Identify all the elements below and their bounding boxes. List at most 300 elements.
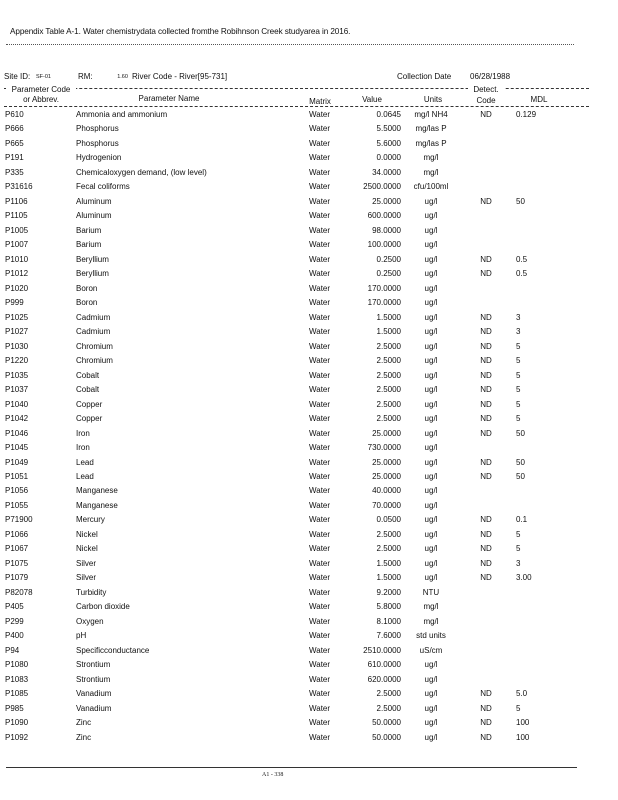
table-row	[0, 660, 618, 675]
units-cell: ug/l	[424, 298, 438, 308]
table-row	[0, 139, 618, 154]
table-row	[0, 414, 618, 429]
units-cell: ug/l	[424, 732, 438, 742]
detect-code-cell: ND	[480, 327, 492, 337]
param-name-cell: Aluminum	[76, 211, 112, 221]
param-name-cell: Beryllium	[76, 269, 109, 279]
value-cell: 2510.0000	[363, 645, 401, 655]
matrix-cell: Water	[309, 443, 331, 453]
table-row	[0, 153, 618, 168]
param-name-cell: Lead	[76, 472, 94, 481]
value-cell: 7.6000	[376, 631, 401, 641]
table-row	[0, 718, 618, 733]
mdl-cell: 5	[516, 356, 521, 366]
table-row	[0, 400, 618, 415]
param-name-cell: Cobalt	[76, 385, 100, 395]
table-row	[0, 124, 618, 139]
param-code-cell: P1012	[5, 269, 29, 279]
table-row	[0, 602, 618, 617]
mdl-cell: 50	[516, 196, 525, 206]
param-code-cell: P31616	[5, 182, 33, 192]
rm-label: RM:	[78, 72, 93, 81]
param-code-cell: P610	[5, 110, 24, 119]
mdl-cell: 100	[516, 718, 530, 728]
matrix-cell: Water	[309, 558, 331, 568]
param-code-cell: P1049	[5, 457, 29, 467]
param-name-cell: Vanadium	[76, 689, 112, 699]
value-cell: 610.0000	[367, 660, 401, 670]
header-detect-code: Code	[476, 96, 496, 105]
param-name-cell: Cadmium	[76, 327, 111, 337]
table-row	[0, 544, 618, 559]
header-mdl: MDL	[530, 95, 548, 104]
param-code-cell: P1106	[5, 196, 28, 206]
units-cell: ug/l	[424, 544, 438, 554]
units-cell: ug/l	[424, 443, 438, 453]
units-cell: ug/l	[424, 718, 438, 728]
value-cell: 25.0000	[372, 428, 401, 438]
units-cell: ug/l	[424, 428, 438, 438]
header-units: Units	[423, 95, 443, 104]
param-code-cell: P1005	[5, 225, 29, 235]
param-code-cell: P405	[5, 602, 24, 612]
value-cell: 25.0000	[372, 457, 401, 467]
detect-code-cell: ND	[480, 544, 492, 554]
table-row	[0, 356, 618, 371]
value-cell: 5.8000	[376, 602, 401, 612]
param-name-cell: Phosphorus	[76, 124, 119, 134]
param-code-cell: P1079	[5, 573, 29, 583]
param-code-cell: P1035	[5, 370, 29, 380]
value-cell: 1.5000	[376, 573, 401, 583]
table-row	[0, 110, 618, 125]
matrix-cell: Water	[309, 428, 331, 438]
value-cell: 2500.0000	[363, 182, 401, 192]
detect-code-cell: ND	[480, 269, 492, 279]
detect-code-cell: ND	[480, 472, 492, 481]
param-code-cell: P1090	[5, 718, 29, 728]
param-name-cell: Nickel	[76, 544, 98, 554]
mdl-cell: 3	[516, 327, 521, 337]
matrix-cell: Water	[309, 616, 331, 626]
detect-code-cell: ND	[480, 529, 492, 539]
mdl-cell: 50	[516, 428, 525, 438]
param-code-cell: P665	[5, 138, 24, 148]
param-code-cell: P1030	[5, 341, 29, 351]
value-cell: 2.5000	[376, 529, 401, 539]
param-code-cell: P1040	[5, 399, 29, 409]
param-name-cell: Strontium	[76, 674, 111, 684]
table-row	[0, 313, 618, 328]
value-cell: 70.0000	[372, 500, 401, 510]
site-info-row	[0, 72, 618, 84]
table-row	[0, 515, 618, 530]
matrix-cell: Water	[309, 718, 331, 728]
matrix-cell: Water	[309, 544, 331, 554]
site-id-value: SF-01	[36, 74, 51, 80]
param-code-cell: P1007	[5, 240, 29, 250]
page-footer: A1 - 338	[262, 772, 284, 778]
footer-rule	[6, 767, 577, 768]
param-code-cell: P71900	[5, 515, 33, 525]
matrix-cell: Water	[309, 356, 331, 366]
matrix-cell: Water	[309, 254, 331, 264]
mdl-cell: 3.00	[516, 573, 532, 583]
table-row	[0, 588, 618, 603]
param-code-cell: P1220	[5, 356, 29, 366]
table-row	[0, 298, 618, 313]
river-code: River Code - River[95-731]	[132, 72, 228, 81]
matrix-cell: Water	[309, 602, 331, 612]
param-name-cell: Phosphorus	[76, 138, 119, 148]
param-code-cell: P94	[5, 645, 20, 655]
units-cell: ug/l	[424, 529, 438, 539]
detect-code-cell: ND	[480, 515, 492, 525]
param-code-cell: P299	[5, 616, 24, 626]
header-value: Value	[362, 95, 382, 104]
mdl-cell: 50	[516, 457, 525, 467]
table-row	[0, 269, 618, 284]
table-row	[0, 573, 618, 588]
param-name-cell: Copper	[76, 414, 103, 424]
detect-code-cell: ND	[480, 428, 492, 438]
value-cell: 1.5000	[376, 327, 401, 337]
detect-code-cell: ND	[480, 718, 492, 728]
matrix-cell: Water	[309, 196, 331, 206]
value-cell: 2.5000	[376, 356, 401, 366]
matrix-cell: Water	[309, 414, 331, 424]
param-name-cell: Copper	[76, 399, 103, 409]
value-cell: 600.0000	[367, 211, 401, 221]
units-cell: ug/l	[424, 472, 438, 481]
param-code-cell: P1027	[5, 327, 29, 337]
site-id-label: Site ID:	[4, 72, 31, 81]
table-row	[0, 182, 618, 197]
units-cell: ug/l	[424, 660, 438, 670]
param-name-cell: Chromium	[76, 341, 113, 351]
param-code-cell: P1080	[5, 660, 29, 670]
table-title: Appendix Table A-1. Water chemistrydata collected fromthe Robihnson Creek studyarea in 2016.	[10, 27, 351, 36]
detect-code-cell: ND	[480, 110, 492, 119]
units-cell: ug/l	[424, 341, 438, 351]
units-cell: ug/l	[424, 283, 438, 293]
matrix-cell: Water	[309, 312, 331, 322]
header-param-code: Parameter Code	[6, 86, 76, 94]
matrix-cell: Water	[309, 182, 331, 192]
units-cell: ug/l	[424, 327, 438, 337]
value-cell: 170.0000	[367, 283, 401, 293]
param-code-cell: P1051	[5, 472, 29, 481]
table-row	[0, 501, 618, 516]
matrix-cell: Water	[309, 167, 331, 177]
param-name-cell: Strontium	[76, 660, 111, 670]
param-name-cell: Iron	[76, 428, 90, 438]
param-name-cell: Chemicaloxygen demand, (low level)	[76, 167, 207, 177]
table-row	[0, 284, 618, 299]
units-cell: ug/l	[424, 573, 438, 583]
matrix-cell: Water	[309, 124, 331, 134]
param-code-cell: P1042	[5, 414, 29, 424]
param-code-cell: P1075	[5, 558, 29, 568]
mdl-cell: 50	[516, 472, 525, 481]
dotted-divider	[6, 44, 574, 45]
table-row	[0, 733, 618, 748]
param-code-cell: P400	[5, 631, 24, 641]
param-code-cell: P1045	[5, 443, 29, 453]
units-cell: ug/l	[424, 225, 438, 235]
mdl-cell: 0.5	[516, 254, 528, 264]
value-cell: 9.2000	[376, 587, 401, 597]
value-cell: 1.5000	[376, 312, 401, 322]
param-name-cell: Silver	[76, 573, 97, 583]
param-name-cell: Ammonia and ammonium	[76, 110, 168, 119]
units-cell: mg/l	[423, 602, 439, 612]
mdl-cell: 3	[516, 312, 521, 322]
header-bottom-rule	[4, 106, 589, 107]
table-row	[0, 675, 618, 690]
value-cell: 2.5000	[376, 341, 401, 351]
param-name-cell: Zinc	[76, 718, 92, 728]
value-cell: 2.5000	[376, 689, 401, 699]
detect-code-cell: ND	[480, 558, 492, 568]
matrix-cell: Water	[309, 399, 331, 409]
param-name-cell: Vanadium	[76, 703, 112, 713]
value-cell: 2.5000	[376, 385, 401, 395]
mdl-cell: 5	[516, 341, 521, 351]
param-code-cell: P1085	[5, 689, 29, 699]
param-name-cell: Beryllium	[76, 254, 109, 264]
param-code-cell: P82078	[5, 587, 33, 597]
value-cell: 34.0000	[372, 167, 401, 177]
value-cell: 2.5000	[376, 370, 401, 380]
table-row	[0, 704, 618, 719]
table-row	[0, 689, 618, 704]
rm-value: 1.60	[117, 74, 128, 80]
param-code-cell: P1083	[5, 674, 29, 684]
mdl-cell: 0.5	[516, 269, 528, 279]
matrix-cell: Water	[309, 500, 331, 510]
units-cell: uS/cm	[419, 645, 443, 655]
param-code-cell: P335	[5, 167, 24, 177]
matrix-cell: Water	[309, 674, 331, 684]
table-row	[0, 617, 618, 632]
matrix-cell: Water	[309, 631, 331, 641]
table-row	[0, 226, 618, 241]
table-row	[0, 168, 618, 183]
param-code-cell: P1067	[5, 544, 29, 554]
units-cell: ug/l	[424, 196, 438, 206]
mdl-cell: 5	[516, 544, 521, 554]
units-cell: mg/las P	[415, 124, 447, 134]
mdl-cell: 5	[516, 414, 521, 424]
units-cell: mg/l	[423, 153, 439, 163]
detect-code-cell: ND	[480, 703, 492, 713]
param-name-cell: Iron	[76, 443, 90, 453]
param-name-cell: pH	[76, 631, 87, 641]
detect-code-cell: ND	[480, 573, 492, 583]
units-cell: cfu/100ml	[413, 182, 449, 192]
units-cell: ug/l	[424, 486, 438, 496]
value-cell: 40.0000	[372, 486, 401, 496]
matrix-cell: Water	[309, 472, 331, 481]
mdl-cell: 5	[516, 385, 521, 395]
value-cell: 2.5000	[376, 544, 401, 554]
mdl-cell: 5	[516, 399, 521, 409]
matrix-cell: Water	[309, 457, 331, 467]
header-or-abbrev: or Abbrev.	[23, 95, 59, 104]
units-cell: ug/l	[424, 240, 438, 250]
param-name-cell: Mercury	[76, 515, 105, 525]
param-name-cell: Zinc	[76, 732, 92, 742]
detect-code-cell: ND	[480, 689, 492, 699]
units-cell: std units	[416, 631, 446, 641]
units-cell: ug/l	[424, 500, 438, 510]
table-row	[0, 240, 618, 255]
units-cell: ug/l	[424, 689, 438, 699]
matrix-cell: Water	[309, 138, 331, 148]
param-code-cell: P1056	[5, 486, 29, 496]
param-name-cell: Oxygen	[76, 616, 104, 626]
table-row	[0, 472, 618, 487]
header-param-name: Parameter Name	[138, 94, 200, 103]
param-name-cell: Turbidity	[76, 587, 107, 597]
detect-code-cell: ND	[480, 196, 492, 206]
param-code-cell: P1025	[5, 312, 29, 322]
table-row	[0, 646, 618, 661]
param-name-cell: Hydrogenion	[76, 153, 122, 163]
units-cell: ug/l	[424, 356, 438, 366]
value-cell: 98.0000	[372, 225, 401, 235]
table-row	[0, 255, 618, 270]
matrix-cell: Water	[309, 283, 331, 293]
units-cell: ug/l	[424, 399, 438, 409]
table-row	[0, 559, 618, 574]
units-cell: ug/l	[424, 457, 438, 467]
matrix-cell: Water	[309, 689, 331, 699]
mdl-cell: 5.0	[516, 689, 528, 699]
value-cell: 50.0000	[372, 732, 401, 742]
matrix-cell: Water	[309, 645, 331, 655]
param-name-cell: Nickel	[76, 529, 98, 539]
detect-code-cell: ND	[480, 356, 492, 366]
matrix-cell: Water	[309, 298, 331, 308]
table-row	[0, 327, 618, 342]
value-cell: 2.5000	[376, 399, 401, 409]
table-row	[0, 342, 618, 357]
detect-code-cell: ND	[480, 254, 492, 264]
param-code-cell: P1066	[5, 529, 29, 539]
matrix-cell: Water	[309, 240, 331, 250]
matrix-cell: Water	[309, 327, 331, 337]
param-name-cell: Barium	[76, 240, 102, 250]
units-cell: ug/l	[424, 703, 438, 713]
matrix-cell: Water	[309, 153, 331, 163]
value-cell: 0.2500	[376, 269, 401, 279]
detect-code-cell: ND	[480, 414, 492, 424]
param-name-cell: Aluminum	[76, 196, 112, 206]
param-code-cell: P1010	[5, 254, 29, 264]
matrix-cell: Water	[309, 269, 331, 279]
param-name-cell: Boron	[76, 298, 98, 308]
param-name-cell: Cadmium	[76, 312, 111, 322]
table-row	[0, 211, 618, 226]
mdl-cell: 5	[516, 370, 521, 380]
units-cell: ug/l	[424, 385, 438, 395]
value-cell: 8.1000	[376, 616, 401, 626]
value-cell: 730.0000	[367, 443, 401, 453]
param-name-cell: Lead	[76, 457, 94, 467]
matrix-cell: Water	[309, 732, 331, 742]
matrix-cell: Water	[309, 110, 331, 119]
param-code-cell: P1092	[5, 732, 29, 742]
value-cell: 0.2500	[376, 254, 401, 264]
units-cell: ug/l	[424, 269, 438, 279]
detect-code-cell: ND	[480, 399, 492, 409]
units-cell: ug/l	[424, 312, 438, 322]
value-cell: 170.0000	[367, 298, 401, 308]
mdl-cell: 0.1	[516, 515, 528, 525]
value-cell: 25.0000	[372, 472, 401, 481]
matrix-cell: Water	[309, 587, 331, 597]
matrix-cell: Water	[309, 385, 331, 395]
param-name-cell: Manganese	[76, 486, 118, 496]
header-matrix: Matrix	[309, 97, 331, 106]
mdl-cell: 0.129	[516, 110, 537, 119]
mdl-cell: 5	[516, 529, 521, 539]
detect-code-cell: ND	[480, 457, 492, 467]
detect-code-cell: ND	[480, 312, 492, 322]
table-row	[0, 530, 618, 545]
param-name-cell: Specificconductance	[76, 645, 150, 655]
param-name-cell: Barium	[76, 225, 102, 235]
param-name-cell: Carbon dioxide	[76, 602, 130, 612]
mdl-cell: 100	[516, 732, 530, 742]
param-code-cell: P1046	[5, 428, 29, 438]
value-cell: 25.0000	[372, 196, 401, 206]
units-cell: mg/las P	[415, 138, 447, 148]
table-row	[0, 385, 618, 400]
param-code-cell: P666	[5, 124, 24, 134]
value-cell: 5.6000	[376, 138, 401, 148]
units-cell: ug/l	[424, 254, 438, 264]
value-cell: 2.5000	[376, 703, 401, 713]
matrix-cell: Water	[309, 529, 331, 539]
table-row	[0, 371, 618, 386]
value-cell: 50.0000	[372, 718, 401, 728]
matrix-cell: Water	[309, 370, 331, 380]
param-code-cell: P1105	[5, 211, 28, 221]
units-cell: ug/l	[424, 211, 438, 221]
param-code-cell: P1020	[5, 283, 29, 293]
param-name-cell: Silver	[76, 558, 97, 568]
param-code-cell: P191	[5, 153, 24, 163]
param-code-cell: P999	[5, 298, 24, 308]
value-cell: 1.5000	[376, 558, 401, 568]
table-row	[0, 458, 618, 473]
detect-code-cell: ND	[480, 385, 492, 395]
detect-code-cell: ND	[480, 341, 492, 351]
table-row	[0, 197, 618, 212]
matrix-cell: Water	[309, 573, 331, 583]
mdl-cell: 3	[516, 558, 521, 568]
matrix-cell: Water	[309, 341, 331, 351]
header-detect: Detect.	[468, 86, 504, 94]
value-cell: 0.0645	[376, 110, 401, 119]
table-row	[0, 429, 618, 444]
value-cell: 0.0500	[376, 515, 401, 525]
units-cell: ug/l	[424, 515, 438, 525]
value-cell: 0.0000	[376, 153, 401, 163]
